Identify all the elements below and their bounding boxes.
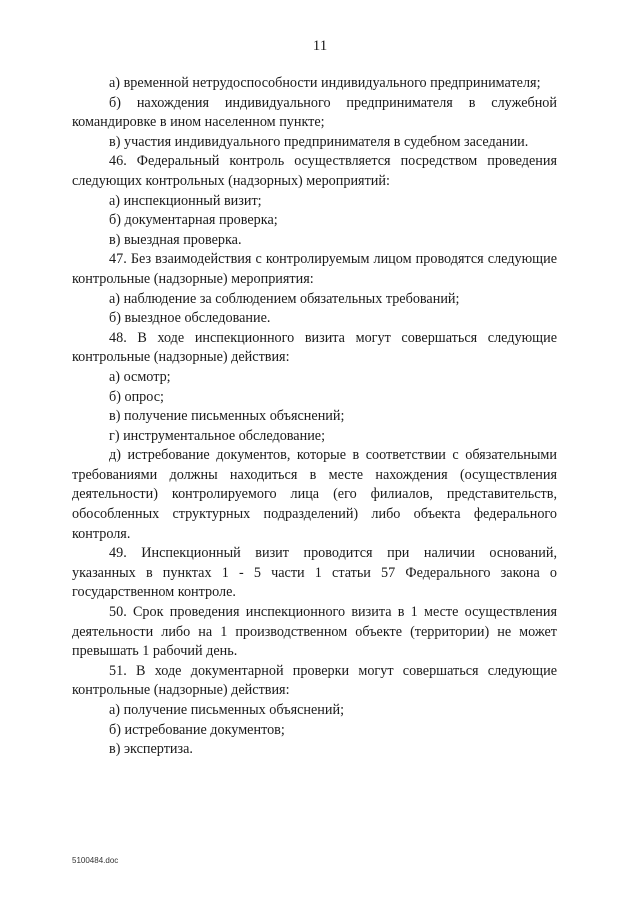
paragraph-45a: а) временной нетрудоспособности индивидуального предпринимателя; [109,75,541,91]
paragraph-45c: в) участия индивидуального предпринимателя в судебном заседании. [109,133,529,150]
paragraph-51c: в) экспертиза. [109,741,193,758]
paragraph-47b: б) выездное обследование. [109,310,271,327]
page-number: 11 [312,38,328,54]
paragraph-51b: б) истребование документов; [109,721,285,738]
paragraph-50: 50. Срок проведения инспекционного визита в 1 месте осуществления деятельности либо на 1 производственном объекте (территории) не может превышать 1 рабочий день. [72,604,557,660]
paragraph-48a: а) осмотр; [109,368,171,385]
document-body [72,74,557,760]
paragraph-49: 49. Инспекционный визит проводится при наличии оснований, указанных в пунктах 1 - 5 части 1 статьи 57 Федерального закона о государственном контроле. [72,545,557,601]
paragraph-48e: д) истребование документов, которые в соответствии с обязательными требованиями должны находиться в месте нахождения (осуществления деятельности) контролируемого лица (его филиалов, представительств, обособленных структурных подразделений) либо объекта федерального контроля. [72,447,557,542]
paragraph-47a: а) наблюдение за соблюдением обязательных требований; [109,290,460,307]
footer-document-code: 5100484.doc [72,856,119,865]
paragraph-48b: б) опрос; [109,388,164,405]
paragraph-46a: а) инспекционный визит; [109,192,262,209]
paragraph-51: 51. В ходе документарной проверки могут совершаться следующие контрольные (надзорные) действия: [72,662,557,699]
paragraph-48d: г) инструментальное обследование; [109,427,326,444]
paragraph-48c: в) получение письменных объяснений; [109,408,345,425]
paragraph-46: 46. Федеральный контроль осуществляется посредством проведения следующих контрольных (надзорных) мероприятий: [72,153,557,189]
paragraph-51a: а) получение письменных объяснений; [109,702,345,718]
paragraph-46c: в) выездная проверка. [109,231,242,248]
paragraph-48: 48. В ходе инспекционного визита могут совершаться следующие контрольные (надзорные) действия: [72,329,557,366]
paragraph-47: 47. Без взаимодействия с контролируемым лицом проводятся следующие контрольные (надзорные) мероприятия: [72,251,557,287]
paragraph-46b: б) документарная проверка; [109,212,278,229]
paragraph-45b: б) нахождения индивидуального предпринимателя в служебной командировке в ином населенном пункте; [72,94,557,131]
